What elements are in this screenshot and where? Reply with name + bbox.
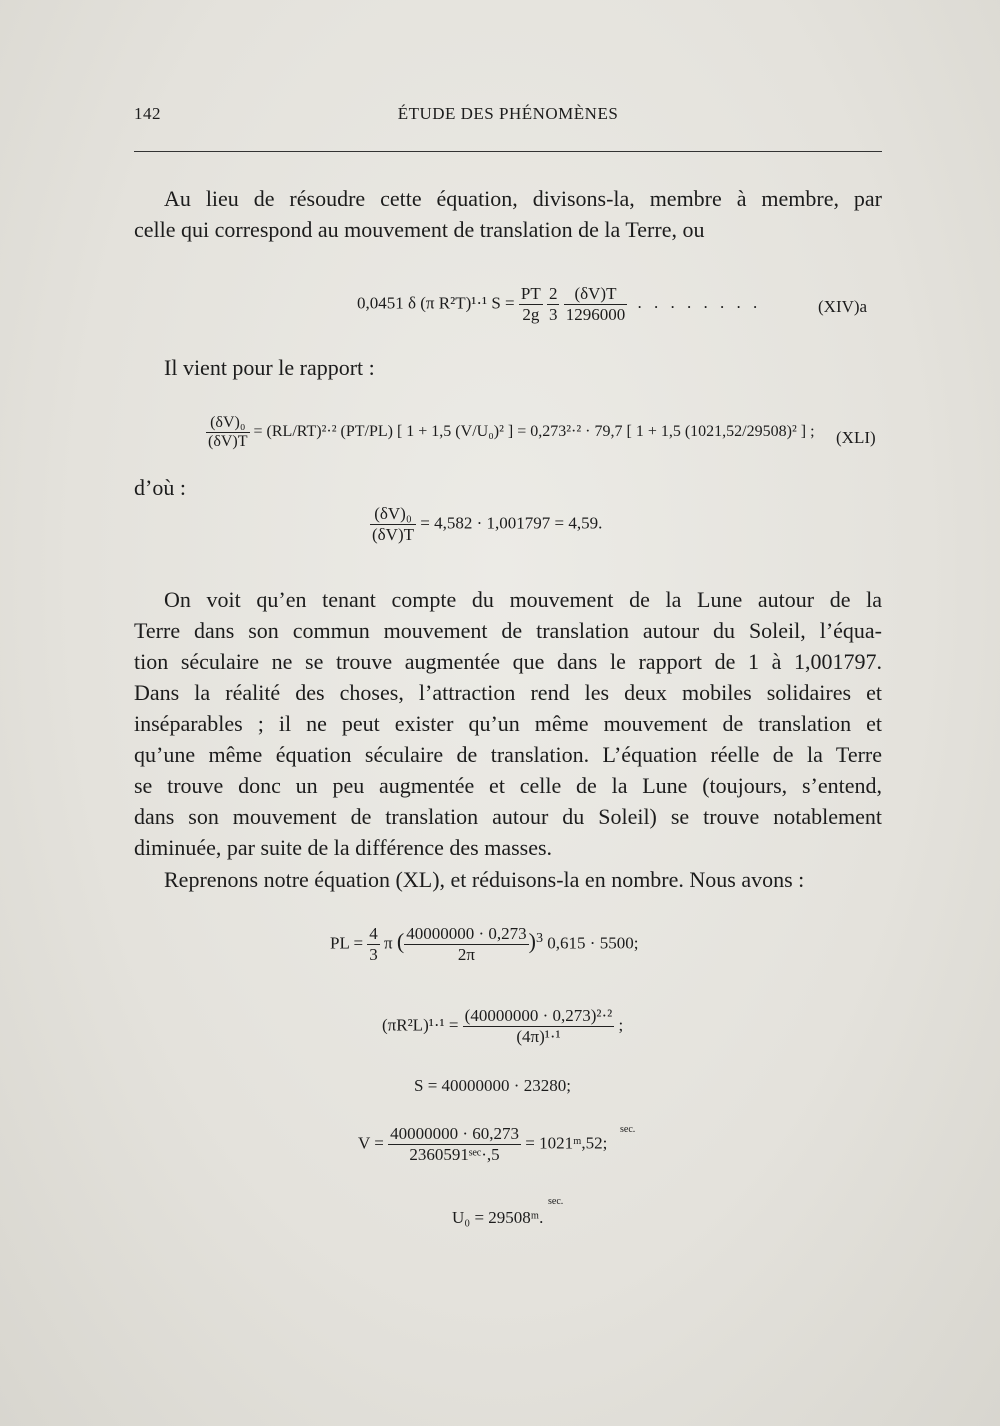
numerator: 4 (369, 924, 378, 943)
text-line: qu’une même équation séculaire de translation. L’équation réelle de la Terre (134, 742, 882, 767)
text-line: Dans la réalité des choses, l’attraction rend les deux mobiles solidaires et (134, 680, 882, 705)
fraction (547, 284, 560, 325)
equation-rhs: ; (618, 1015, 624, 1035)
paragraph-dou (134, 472, 334, 503)
denominator: 1296000 (565, 305, 626, 324)
open-paren: ( (396, 928, 405, 954)
numerator: 2 (548, 284, 558, 303)
numerator: (δV)T (564, 284, 628, 305)
fraction (564, 284, 628, 325)
numerator: 40000000 · 0,273 (406, 924, 527, 943)
equation-pl (330, 924, 638, 965)
fraction (367, 924, 380, 965)
header-rule (134, 151, 882, 152)
text-line: Il vient pour le rapport : (164, 355, 375, 380)
fraction (388, 1124, 521, 1165)
numerator: PT (520, 284, 541, 303)
equation-label: (XIV)a (818, 297, 868, 316)
numerator: (δV)₀ (370, 504, 416, 525)
fraction (519, 284, 543, 325)
denominator: 2π (457, 945, 475, 964)
text-line: dans son mouvement de translation autour du Soleil) se trouve notablement (134, 804, 882, 829)
text-line: celle qui correspond au mouvement de translation de la Terre, ou (134, 217, 705, 242)
equation-xli (206, 414, 815, 451)
paragraph-intro (134, 183, 882, 245)
text-line: Terre dans son commun mouvement de translation autour du Soleil, l’équa- (134, 618, 882, 643)
equation-lhs: 0,0451 δ (π R²T)¹·¹ S = (357, 293, 515, 313)
denominator: (4π)¹·¹ (516, 1027, 561, 1046)
equation-u0 (452, 1208, 543, 1228)
equation-label: (XLI) (836, 428, 876, 447)
text-line: On voit qu’en tenant compte du mouvement de la Lune autour de la (164, 587, 882, 612)
leader-dots: . . . . . . . . (637, 293, 762, 313)
denominator: 2g (522, 305, 540, 324)
superscript-sec: sec. (620, 1124, 636, 1135)
denominator: 3 (548, 305, 558, 324)
equation-s (414, 1076, 571, 1096)
fraction (370, 504, 416, 545)
denominator: (δV)T (372, 525, 414, 544)
numerator: 40000000 · 60,273 (390, 1124, 519, 1143)
text-line: d’où : (134, 475, 186, 500)
fraction (463, 1006, 615, 1047)
text-line: diminuée, par suite de la différence des masses. (134, 835, 553, 860)
denominator: (δV)T (208, 433, 248, 450)
equation-rhs: = 1021ᵐ,52; (525, 1133, 608, 1153)
text-line: Reprenons notre équation (XL), et réduisons-la en nombre. Nous avons : (164, 867, 805, 892)
equation-rhs: = 4,582 · 1,001797 = 4,59. (420, 513, 603, 533)
exponent: 3 (535, 929, 544, 946)
page-number: 142 (134, 104, 161, 123)
superscript-sec: sec. (548, 1196, 564, 1207)
equation-lhs: V = (358, 1133, 384, 1153)
equation-body: = (RL/RT)²·² (PT/PL) [ 1 + 1,5 (V/U₀)² ] = 0,273²·² · 79,7 [ 1 + 1,5 (1021,52/29508)² ] ; (253, 423, 815, 441)
fraction (206, 414, 250, 451)
equation-pirl (382, 1006, 623, 1047)
text-line: inséparables ; il ne peut exister qu’un même mouvement de translation et (134, 711, 882, 736)
equation-v (358, 1124, 607, 1165)
close-paren: ) (528, 928, 536, 954)
equation-rhs: 0,615 · 5500; (547, 933, 639, 953)
pi-symbol: π (384, 933, 393, 953)
paragraph-reprenons (134, 864, 882, 895)
fraction (404, 924, 528, 965)
equation-lhs: PL = (330, 933, 364, 953)
denominator: 3 (369, 945, 378, 964)
denominator: 2360591ˢᵉᶜ·,5 (409, 1145, 500, 1164)
equation-text: U₀ = 29508ᵐ. (452, 1208, 544, 1227)
paragraph-lune (134, 584, 882, 863)
equation-result (370, 504, 602, 545)
equation-text: S = 40000000 · 23280; (414, 1076, 571, 1095)
running-title: ÉTUDE DES PHÉNOMÈNES (397, 104, 619, 123)
text-line: tion séculaire ne se trouve augmentée que dans le rapport de 1 à 1,001797. (134, 649, 882, 674)
equation-lhs: (πR²L)¹·¹ = (382, 1015, 459, 1035)
paragraph-ratio (164, 352, 564, 383)
running-head (134, 104, 882, 130)
numerator: (40000000 · 0,273)²·² (464, 1006, 613, 1025)
equation-xiv (357, 284, 761, 325)
text-line: se trouve donc un peu augmentée et celle de la Lune (toujours, s’entend, (134, 773, 882, 798)
numerator: (δV)₀ (206, 414, 250, 433)
text-line: Au lieu de résoudre cette équation, divisons-la, membre à membre, par (164, 186, 882, 211)
